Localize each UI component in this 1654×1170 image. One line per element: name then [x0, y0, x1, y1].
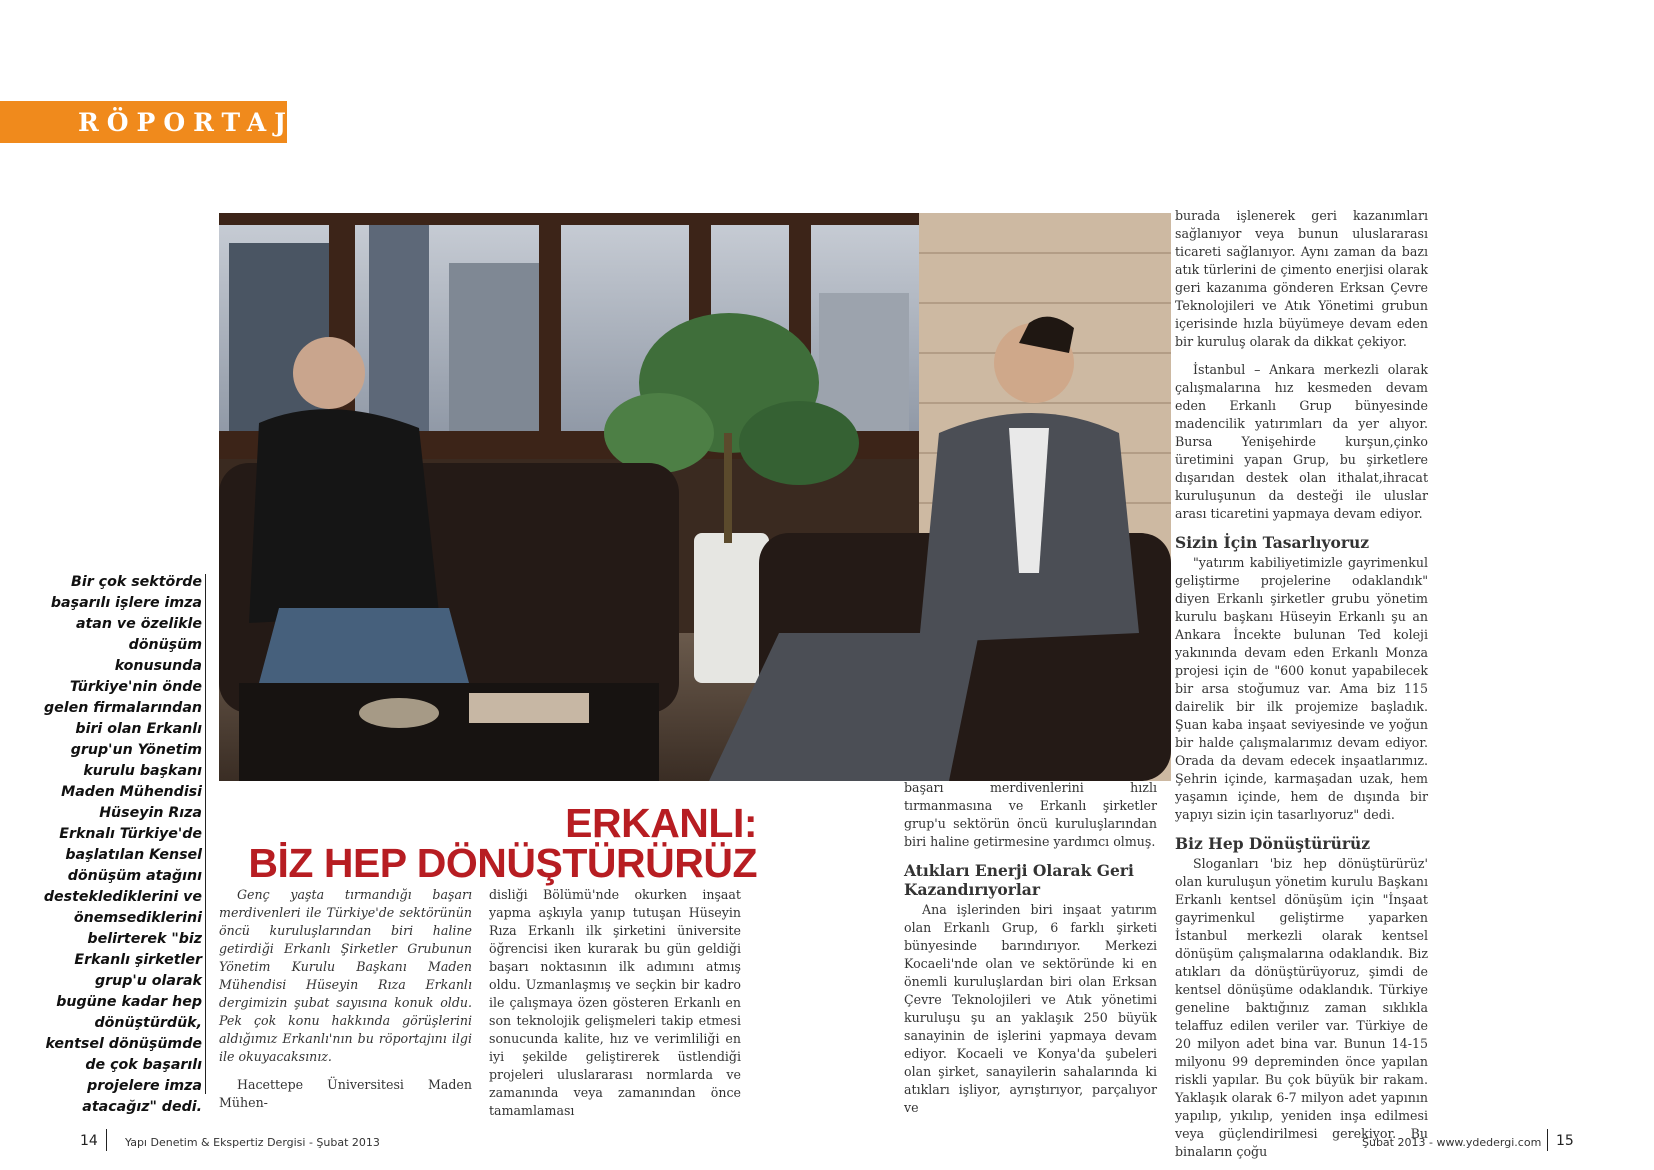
- headline-line-1: ERKANLI:: [565, 800, 757, 846]
- page-number-left: 14: [80, 1133, 98, 1149]
- section-tab: [0, 101, 294, 143]
- body-paragraph: "yatırım kabiliyetimizle gayrimenkul geliştirme projelerine odaklandık" diyen Erkanlı şirketler grubu yönetim kurulu başkanı Hüseyin Erkanlı şu an Ankara İncekte bulunan Ted koleji yakınında devam eden Erkanlı Monza projesi için de "600 konut yapabilecek bir arsa stoğumuz var. Ama biz 115 dairelik bir ilk projemize başladık. Şuan kaba inşaat seviyesinde ve yoğun bir halde çalışmalarımız devam ediyor. Orada da devam edecek inşaatlarımız. Şehrin içinde, karmaşadan uzak, hem yaşamın içinde, hem de dışında bir yapıyı sizin için tasarlıyoruz" dedi.: [1175, 555, 1428, 822]
- subheading: Atıkları Enerji Olarak Geri Kazandırıyorlar: [904, 861, 1134, 899]
- body-paragraph: başarı merdivenlerini hızlı tırmanmasına ve Erkanlı şirketler grup'u sektörün öncü kuruluşlarından biri haline getirmesine yardımcı olmuş.: [904, 780, 1157, 849]
- footer-text-right: Şubat 2013 - www.ydedergi.com: [1362, 1136, 1542, 1149]
- body-paragraph: disliği Bölümü'nde okurken inşaat yapma aşkıyla yanıp tutuşan Hüseyin Rıza Erkanlı ilk şirketini üniversite öğrencisi iken kurarak bu gün geldiği başarı noktasının ilk adımını atmış oldu. Uzmanlaşmış ve seçkin bir kadro ile çalışmaya özen gösteren Erkanlı en son teknolojik gelişmeleri takip etmesi sonucunda kalite, hız ve verimliliği en iyi şekilde geliştirerek üstlendiği projeleri uluslararası normlarda ve zamanında veya zamanından önce tamamlaması: [489, 887, 741, 1118]
- footer-divider-left: [106, 1129, 107, 1151]
- pull-quote-rule: [205, 574, 206, 1094]
- body-paragraph: Hacettepe Üniversitesi Maden Mühen-: [219, 1077, 472, 1110]
- headline-line-2: BİZ HEP DÖNÜŞTÜRÜRÜZ: [248, 840, 757, 886]
- section-label: RÖPORTAJ: [78, 108, 294, 137]
- body-paragraph: İstanbul – Ankara merkezli olarak çalışmalarına hız kesmeden devam eden Erkanlı Grup bünyesinde madencilik yatırımları da yer alıyor. Bursa Yenişehirde kurşun,çinko üretimini yapan Grup, bu şirketlere dışarıdan destek olan ithalat,ihracat kuruluşunun da desteği ile uluslar arası ticaretini yapmaya devam ediyor.: [1175, 362, 1428, 521]
- interview-photo-illustration: [219, 213, 1171, 781]
- subheading: Sizin İçin Tasarlıyoruz: [1175, 533, 1370, 552]
- footer-text-left: Yapı Denetim & Ekspertiz Dergisi - Şubat 2013: [125, 1136, 380, 1149]
- intro-paragraph: Genç yaşta tırmandığı başarı merdivenleri ile Türkiye'de sektörünün öncü kuruluşlarından biri haline getirdiği Erkanlı Şirketler Grubunun Yönetim Kurulu Başkanı Maden Mühendisi Hüseyin Rıza Erkanlı dergimizin şubat sayısına konuk oldu. Pek çok konu hakkında görüşlerini aldığımız Erkanlı'nın bu röportajını ilgi ile okuyacaksınız.: [219, 887, 472, 1064]
- body-paragraph: burada işlenerek geri kazanımları sağlanıyor veya bunun uluslararası ticareti sağlanıyor. Aynı zaman da bazı atık türlerini de çimento enerjisi olarak geri kazanıma gönderen Erksan Çevre Teknolojileri ve Atık Yönetimi grubun içerisinde hızla büyümeye devam eden bir kuruluş olarak da dikkat çekiyor.: [1175, 208, 1428, 349]
- pull-quote: Bir çok sektörde başarılı işlere imza atan ve özelikle dönüşüm konusunda Türkiye'nin önde gelen firmalarından biri olan Erkanlı grup'un Yönetim kurulu başkanı Maden Mühendisi Hüseyin Rıza Erknalı Türkiye'de başlatılan Kensel dönüşüm atağını desteklediklerini ve önemsediklerini belirterek "biz Erkanlı şirketler grup'u olarak bugüne kadar hep dönüştürdük, kentsel dönüşümde de çok başarılı projelere imza atacağız" dedi.: [43, 574, 202, 1115]
- article-column-2: [489, 886, 741, 1120]
- body-paragraph: Ana işlerinden biri inşaat yatırım olan Erkanlı Grup, 6 farklı şirketi bünyesinde barındırıyor. Merkezi Kocaeli'nde olan ve sektöründe ki en önemli kuruluşlardan biri olan Erksan Çevre Teknolojileri ve Atık yönetimi kuruluşu şu an yaklaşık 250 büyük sanayinin de işlerini yapmaya devam ediyor. Kocaeli ve Konya'da şubeleri olan şirket, sanayilerin sahalarında ki atıkları işliyor, ayrıştırıyor, parçalıyor ve: [904, 902, 1157, 1115]
- article-column-3: [904, 779, 1157, 1117]
- article-column-1: [219, 886, 472, 1112]
- interview-photo: [219, 213, 1171, 781]
- footer-divider-right: [1547, 1129, 1548, 1151]
- body-paragraph: Sloganları 'biz hep dönüştürürüz' olan kuruluşun yönetim kurulu Başkanı Erkanlı kentsel dönüşüm için "İnşaat gayrimenkul geliştirme yaparken İstanbul merkezli olarak kentsel dönüşüm çalışmalarına odaklandık. Biz atıkları da dönüştürüyoruz, şimdi de kentsel dönüşüme odaklandık. Türkiye geneline baktığınız zaman sıklıkla telaffuz edilen veriler var. Türkiye de 20 milyon adet bina var. Bunun 14-15 milyonu 99 depreminden önce yapılan riskli yapılar. Bu çok büyük bir rakam. Yaklaşık olarak 6-7 milyon adet yapının yapılıp, yıkılıp, yeniden inşa edilmesi veya güçlendirilmesi gerekiyor. Bu binaların çoğu: [1175, 856, 1428, 1159]
- article-column-4: [1175, 207, 1428, 1161]
- page-number-right: 15: [1556, 1133, 1574, 1149]
- subheading: Biz Hep Dönüştürürüz: [1175, 834, 1371, 853]
